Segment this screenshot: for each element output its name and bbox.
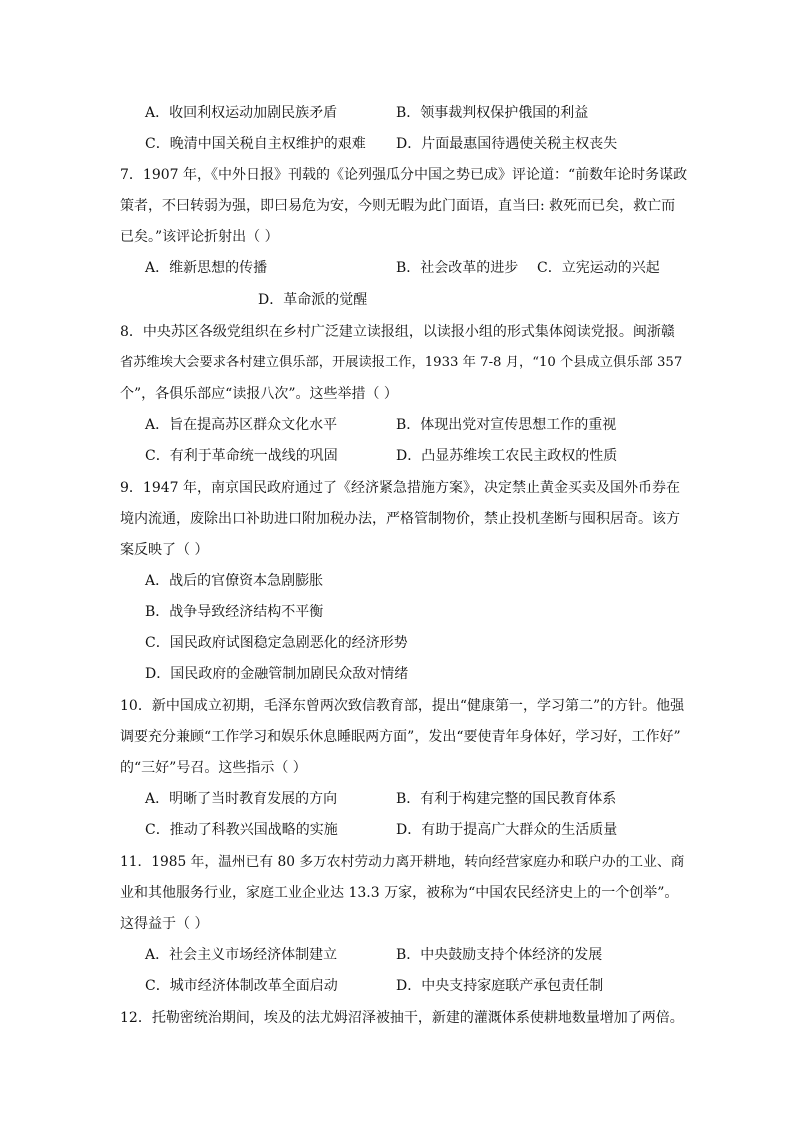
q9-stem-line-2: 境内流通，废除出口补助进口附加税办法，严格管制物价，禁止投机垄断与囤积居奇。该方 [120,511,680,527]
q10-option-b: B．有利于构建完整的国民教育体系 [396,791,617,807]
q8-option-c: C．有利于革命统一战线的巩固 [145,448,338,464]
q7-stem-line-1: 7．1907 年，《中外日报》刊载的《论列强瓜分中国之势已成》评论道：“前数年论时务谋政 [120,167,688,183]
q9-stem-line-1: 9．1947 年，南京国民政府通过了《经济紧急措施方案》，决定禁止黄金买卖及国外币券在 [120,480,680,496]
q7-stem-line-2: 策者，不曰转弱为强，即曰易危为安，今则无暇为此门面语，直当曰: 救死而已矣，救亡而 [120,198,676,214]
q8-option-b: B．体现出党对宣传思想工作的重视 [396,417,617,433]
q11-stem-line-3: 这得益于（ ） [120,916,209,932]
q7-stem-line-3: 已矣。”该评论折射出（ ） [120,229,279,245]
q8-stem-line-3: 个”，各俱乐部应“读报八次”。这些举措（ ） [120,386,398,402]
q6-option-c: C．晚清中国关税自主权维护的艰难 [145,136,366,152]
q9-stem-line-3: 案反映了（ ） [120,542,209,558]
q10-stem-line-3: 的“三好”号召。这些指示（ ） [120,760,307,776]
q12-stem-line-1: 12．托勒密统治期间，埃及的法尤姆沼泽被抽干，新建的灌溉体系使耕地数量增加了两倍。 [120,1010,684,1026]
q7-option-d: D．革命派的觉醒 [258,292,368,308]
q7-option-c: C．立宪运动的兴起 [537,260,660,276]
q11-stem-line-2: 业和其他服务行业，家庭工业企业达 13.3 万家，被称为“中国农民经济史上的一个创举”。 [120,885,679,901]
q9-option-b: B．战争导致经济结构不平衡 [145,604,324,620]
q7-option-a: A．维新思想的传播 [145,260,268,276]
q10-option-c: C．推动了科教兴国战略的实施 [145,822,338,838]
q9-option-a: A．战后的官僚资本急剧膨胀 [145,573,324,589]
q9-option-c: C．国民政府试图稳定急剧恶化的经济形势 [145,635,408,651]
q8-stem-line-1: 8．中央苏区各级党组织在乡村广泛建立读报组，以读报小组的形式集体阅读党报。闽浙赣 [120,324,675,340]
q8-stem-line-2: 省苏维埃大会要求各村建立俱乐部，开展读报工作，1933 年 7-8 月，“10 个县成立俱乐部 357 [120,355,683,370]
q6-option-b: B．领事裁判权保护俄国的利益 [396,105,589,121]
q11-option-b: B．中央鼓励支持个体经济的发展 [396,947,603,963]
q8-option-a: A．旨在提高苏区群众文化水平 [145,417,338,433]
q11-option-d: D．中央支持家庭联产承包责任制 [396,978,604,994]
q11-option-c: C．城市经济体制改革全面启动 [145,978,338,994]
q7-option-b: B．社会改革的进步 [396,260,519,276]
q10-stem-line-2: 调要充分兼顾“工作学习和娱乐休息睡眠两方面”，发出“要使青年身体好，学习好，工作好” [120,729,681,745]
q11-stem-line-1: 11．1985 年，温州已有 80 多万农村劳动力离开耕地，转向经营家庭办和联户办的工业、商 [120,854,685,870]
q8-option-d: D．凸显苏维埃工农民主政权的性质 [396,448,618,464]
q9-option-d: D．国民政府的金融管制加剧民众敌对情绪 [145,666,409,682]
q6-option-a: A．收回利权运动加剧民族矛盾 [145,105,338,121]
q10-option-d: D．有助于提高广大群众的生活质量 [396,822,618,838]
q10-option-a: A．明晰了当时教育发展的方向 [145,791,338,807]
q6-option-d: D．片面最惠国待遇使关税主权丧失 [396,136,618,152]
q11-option-a: A．社会主义市场经济体制建立 [145,947,338,963]
q10-stem-line-1: 10．新中国成立初期，毛泽东曾两次致信教育部，提出“健康第一，学习第二”的方针。他强 [120,698,685,714]
